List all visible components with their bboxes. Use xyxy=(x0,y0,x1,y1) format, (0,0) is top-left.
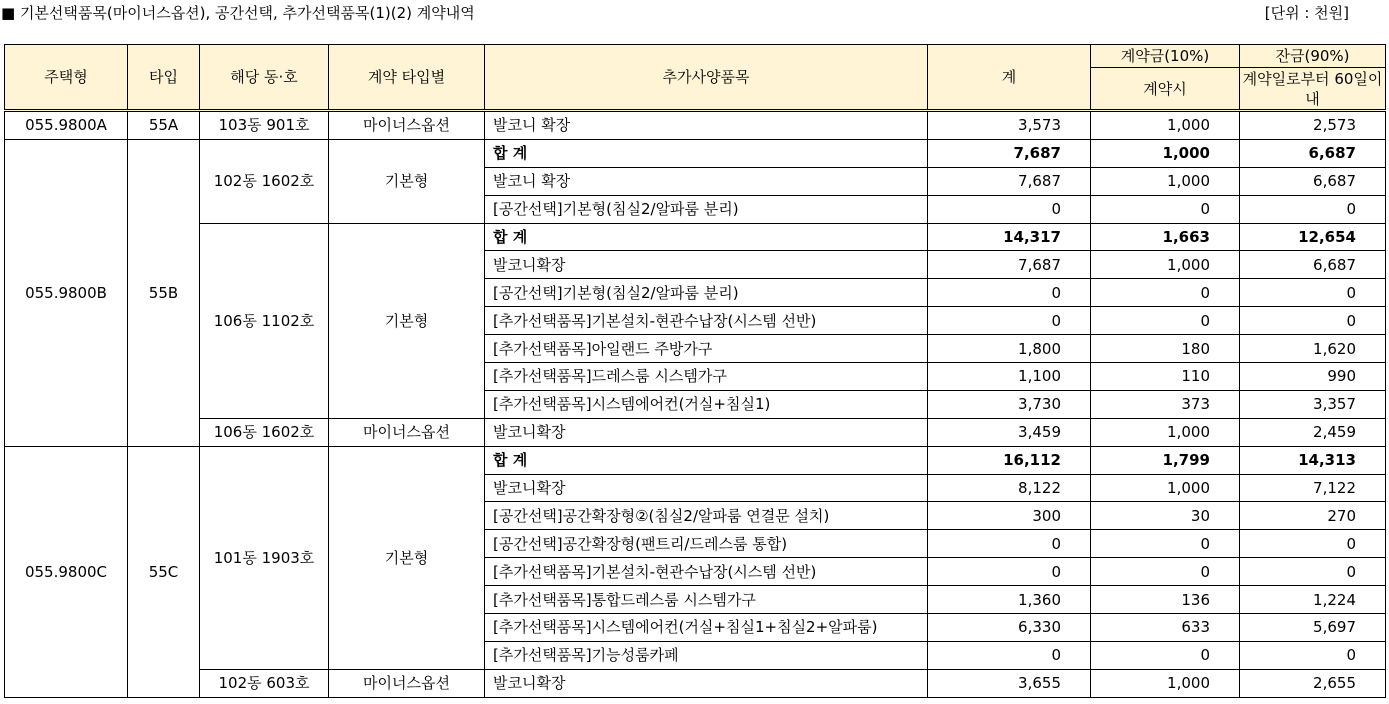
total-cell: 6,330 xyxy=(928,614,1091,642)
deposit-cell: 1,000 xyxy=(1091,139,1240,167)
deposit-cell: 30 xyxy=(1091,502,1240,530)
balance-cell: 3,357 xyxy=(1240,390,1386,418)
deposit-cell: 1,663 xyxy=(1091,223,1240,251)
item-cell: 발코니확장 xyxy=(485,474,928,502)
total-cell: 3,459 xyxy=(928,418,1091,446)
header-contract-type: 계약 타입별 xyxy=(329,45,485,111)
deposit-cell: 1,000 xyxy=(1091,418,1240,446)
item-cell: [공간선택]공간확장형(팬트리/드레스룸 통합) xyxy=(485,530,928,558)
total-cell: 8,122 xyxy=(928,474,1091,502)
item-cell: [추가선택품목]통합드레스룸 시스템가구 xyxy=(485,586,928,614)
item-cell: 합 계 xyxy=(485,223,928,251)
balance-cell: 2,459 xyxy=(1240,418,1386,446)
total-cell: 0 xyxy=(928,558,1091,586)
total-cell: 3,573 xyxy=(928,111,1091,140)
unit-cell: 102동 1602호 xyxy=(200,139,329,223)
balance-cell: 2,655 xyxy=(1240,669,1386,697)
house-type-cell: 055.9800A xyxy=(5,111,128,140)
balance-cell: 6,687 xyxy=(1240,139,1386,167)
unit-cell: 102동 603호 xyxy=(200,669,329,697)
total-cell: 0 xyxy=(928,279,1091,307)
balance-cell: 5,697 xyxy=(1240,614,1386,642)
page-title: ■ 기본선택품목(마이너스옵션), 공간선택, 추가선택품목(1)(2) 계약내역 xyxy=(1,4,475,22)
deposit-cell: 1,000 xyxy=(1091,669,1240,697)
deposit-cell: 0 xyxy=(1091,279,1240,307)
item-cell: [추가선택품목]시스템에어컨(거실+침실1) xyxy=(485,390,928,418)
balance-cell: 0 xyxy=(1240,558,1386,586)
item-cell: [추가선택품목]기본설치-현관수납장(시스템 선반) xyxy=(485,558,928,586)
unit-cell: 106동 1102호 xyxy=(200,223,329,418)
item-cell: [공간선택]기본형(침실2/알파룸 분리) xyxy=(485,279,928,307)
house-type-cell: 055.9800C xyxy=(5,446,128,697)
balance-cell: 1,620 xyxy=(1240,335,1386,363)
contract-table xyxy=(4,44,1386,698)
unit-label: [단위 : 천원] xyxy=(1264,4,1349,22)
total-cell: 7,687 xyxy=(928,167,1091,195)
balance-cell: 0 xyxy=(1240,641,1386,669)
item-cell: [추가선택품목]시스템에어컨(거실+침실1+침실2+알파룸) xyxy=(485,614,928,642)
balance-cell: 6,687 xyxy=(1240,251,1386,279)
total-cell: 0 xyxy=(928,195,1091,223)
balance-cell: 270 xyxy=(1240,502,1386,530)
total-cell: 1,360 xyxy=(928,586,1091,614)
contract-type-cell: 기본형 xyxy=(329,446,485,669)
deposit-cell: 136 xyxy=(1091,586,1240,614)
header-balance-sub: 계약일로부터 60일이내 xyxy=(1240,68,1386,111)
deposit-cell: 1,799 xyxy=(1091,446,1240,474)
header-unit: 해당 동·호 xyxy=(200,45,329,111)
balance-cell: 0 xyxy=(1240,195,1386,223)
deposit-cell: 373 xyxy=(1091,390,1240,418)
total-cell: 300 xyxy=(928,502,1091,530)
contract-type-cell: 기본형 xyxy=(329,139,485,223)
item-cell: 발코니확장 xyxy=(485,669,928,697)
header-balance: 잔금(90%) xyxy=(1240,45,1386,68)
unit-cell: 103동 901호 xyxy=(200,111,329,140)
item-cell: 발코니확장 xyxy=(485,251,928,279)
item-cell: [추가선택품목]기능성룸카페 xyxy=(485,641,928,669)
header-total: 계 xyxy=(928,45,1091,111)
deposit-cell: 0 xyxy=(1091,195,1240,223)
header-deposit: 계약금(10%) xyxy=(1091,45,1240,68)
total-cell: 0 xyxy=(928,530,1091,558)
header-house-type: 주택형 xyxy=(5,45,128,111)
contract-type-cell: 마이너스옵션 xyxy=(329,111,485,140)
balance-cell: 1,224 xyxy=(1240,586,1386,614)
contract-type-cell: 마이너스옵션 xyxy=(329,669,485,697)
total-cell: 1,100 xyxy=(928,363,1091,391)
total-cell: 0 xyxy=(928,307,1091,335)
balance-cell: 990 xyxy=(1240,363,1386,391)
deposit-cell: 0 xyxy=(1091,307,1240,335)
item-cell: 발코니 확장 xyxy=(485,167,928,195)
item-cell: 발코니 확장 xyxy=(485,111,928,140)
balance-cell: 0 xyxy=(1240,279,1386,307)
total-cell: 3,730 xyxy=(928,390,1091,418)
total-cell: 3,655 xyxy=(928,669,1091,697)
item-cell: [공간선택]공간확장형②(침실2/알파룸 연결문 설치) xyxy=(485,502,928,530)
header-type: 타입 xyxy=(128,45,200,111)
balance-cell: 6,687 xyxy=(1240,167,1386,195)
unit-cell: 101동 1903호 xyxy=(200,446,329,669)
type-cell: 55B xyxy=(128,139,200,446)
type-cell: 55C xyxy=(128,446,200,697)
item-cell: [공간선택]기본형(침실2/알파룸 분리) xyxy=(485,195,928,223)
item-cell: [추가선택품목]기본설치-현관수납장(시스템 선반) xyxy=(485,307,928,335)
balance-cell: 2,573 xyxy=(1240,111,1386,140)
deposit-cell: 0 xyxy=(1091,530,1240,558)
item-cell: 합 계 xyxy=(485,139,928,167)
balance-cell: 0 xyxy=(1240,530,1386,558)
deposit-cell: 633 xyxy=(1091,614,1240,642)
balance-cell: 12,654 xyxy=(1240,223,1386,251)
item-cell: [추가선택품목]드레스룸 시스템가구 xyxy=(485,363,928,391)
type-cell: 55A xyxy=(128,111,200,140)
balance-cell: 0 xyxy=(1240,307,1386,335)
total-cell: 1,800 xyxy=(928,335,1091,363)
deposit-cell: 1,000 xyxy=(1091,474,1240,502)
deposit-cell: 1,000 xyxy=(1091,167,1240,195)
header-item: 추가사양품목 xyxy=(485,45,928,111)
deposit-cell: 1,000 xyxy=(1091,251,1240,279)
deposit-cell: 180 xyxy=(1091,335,1240,363)
contract-type-cell: 마이너스옵션 xyxy=(329,418,485,446)
header-deposit-sub: 계약시 xyxy=(1091,68,1240,111)
total-cell: 14,317 xyxy=(928,223,1091,251)
deposit-cell: 110 xyxy=(1091,363,1240,391)
unit-cell: 106동 1602호 xyxy=(200,418,329,446)
balance-cell: 14,313 xyxy=(1240,446,1386,474)
deposit-cell: 1,000 xyxy=(1091,111,1240,140)
total-cell: 16,112 xyxy=(928,446,1091,474)
contract-type-cell: 기본형 xyxy=(329,223,485,418)
house-type-cell: 055.9800B xyxy=(5,139,128,446)
total-cell: 7,687 xyxy=(928,139,1091,167)
item-cell: 발코니확장 xyxy=(485,418,928,446)
item-cell: [추가선택품목]아일랜드 주방가구 xyxy=(485,335,928,363)
balance-cell: 7,122 xyxy=(1240,474,1386,502)
total-cell: 7,687 xyxy=(928,251,1091,279)
deposit-cell: 0 xyxy=(1091,641,1240,669)
deposit-cell: 0 xyxy=(1091,558,1240,586)
item-cell: 합 계 xyxy=(485,446,928,474)
total-cell: 0 xyxy=(928,641,1091,669)
